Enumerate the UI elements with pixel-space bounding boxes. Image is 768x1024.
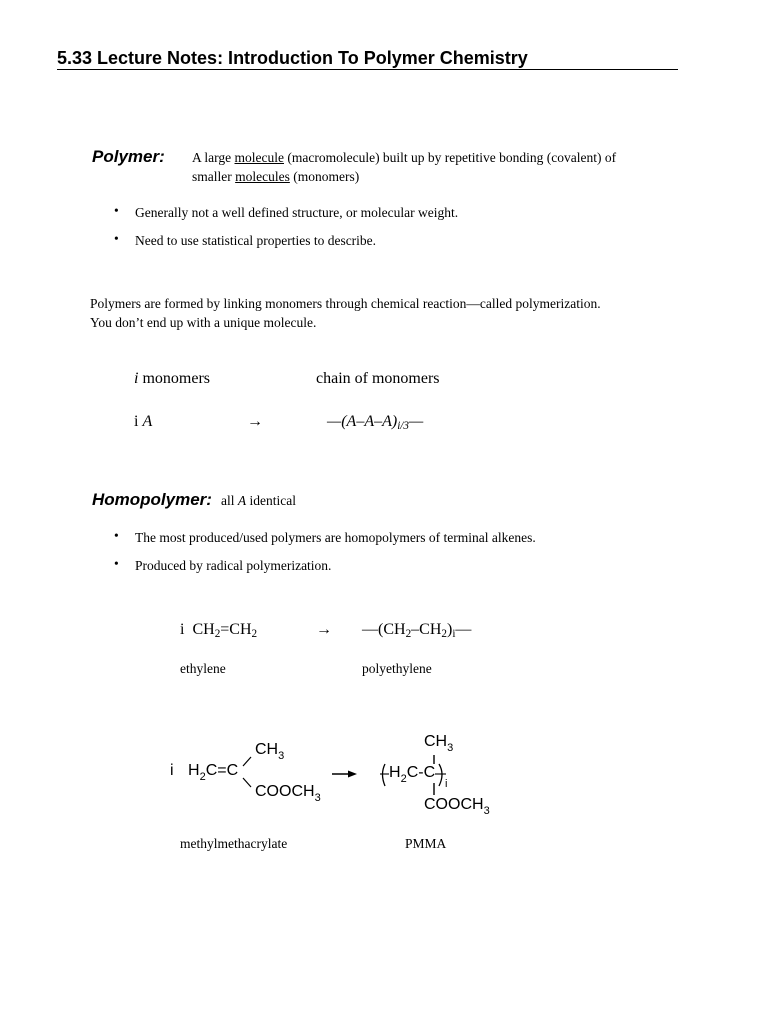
subscript: 2 xyxy=(400,773,407,785)
polymer-label: Polymer: xyxy=(92,147,165,166)
text: =CH xyxy=(220,621,252,638)
pmma-name: PMMA xyxy=(405,836,447,851)
repeat-index: i xyxy=(445,778,448,790)
subscript: 3 xyxy=(278,750,285,762)
pmma-ester xyxy=(424,796,490,817)
reaction-arrow-icon: → xyxy=(316,621,332,638)
bracket-right xyxy=(439,764,442,786)
text: monomers xyxy=(138,370,210,387)
text: COOCH xyxy=(255,783,315,800)
bond-line xyxy=(243,757,251,766)
bullet-icon: • xyxy=(114,556,119,571)
subscript: 2 xyxy=(405,628,412,640)
subscript: 2 xyxy=(199,771,206,783)
subscript: 3 xyxy=(447,742,454,754)
subscript: i/3 xyxy=(397,420,410,432)
bullet-icon: • xyxy=(114,528,119,543)
mma-name: methylmethacrylate xyxy=(180,836,288,851)
text: (macromolecule) built up by repetitive bonding (covalent) of xyxy=(283,150,617,165)
subscript: 2 xyxy=(441,628,447,640)
pmma-methyl xyxy=(424,733,454,754)
text: –CH xyxy=(411,621,442,638)
subscript: 2 xyxy=(251,628,258,640)
subscript: 3 xyxy=(314,792,321,804)
text: A large xyxy=(192,150,235,165)
text: ) xyxy=(446,621,453,638)
text: — xyxy=(409,413,424,430)
subscript: 2 xyxy=(214,628,221,640)
list-item: The most produced/used polymers are homopolymers of terminal alkenes. xyxy=(135,530,536,545)
text: C-C xyxy=(406,764,436,781)
i-symbol: i xyxy=(134,370,139,387)
text: H xyxy=(389,764,401,781)
text: i xyxy=(134,413,143,430)
text: COOCH xyxy=(424,796,484,813)
bullet-icon: • xyxy=(114,203,119,218)
homopolymer-label: Homopolymer: xyxy=(92,490,212,509)
pmma-backbone xyxy=(389,764,436,785)
subscript: i xyxy=(452,628,456,640)
ethylene-name: ethylene xyxy=(180,661,226,676)
text: — xyxy=(455,621,472,638)
text: all xyxy=(221,493,238,508)
paragraph-line: Polymers are formed by linking monomers through chemical reaction—called polymerization. xyxy=(90,296,601,311)
text: smaller xyxy=(192,169,236,184)
molecules-term: molecules xyxy=(235,169,290,184)
paragraph-line: You don’t end up with a unique molecule. xyxy=(90,315,317,330)
list-item: Generally not a well defined structure, or molecular weight. xyxy=(135,205,459,220)
text: CH xyxy=(424,733,448,750)
arrow-head-icon xyxy=(348,771,357,778)
a-symbol: A xyxy=(237,493,247,508)
text: CH xyxy=(192,621,215,638)
molecule-term: molecule xyxy=(234,150,284,165)
polyethylene-name: polyethylene xyxy=(362,661,432,676)
list-item: Produced by radical polymerization. xyxy=(135,558,332,573)
a-symbol: A xyxy=(142,413,153,430)
text: (monomers) xyxy=(289,169,360,184)
page-title: 5.33 Lecture Notes: Introduction To Polymer Chemistry xyxy=(57,47,678,70)
text: CH xyxy=(255,741,279,758)
text: H xyxy=(188,762,200,779)
reaction-arrow-icon: → xyxy=(247,413,263,430)
bond-line xyxy=(243,778,251,787)
bullet-icon: • xyxy=(114,231,119,246)
list-item: Need to use statistical properties to describe. xyxy=(135,233,377,248)
i-symbol: i xyxy=(180,621,185,638)
text: identical xyxy=(246,493,296,508)
text: —(CH xyxy=(362,621,406,638)
subscript: 3 xyxy=(483,805,490,817)
bracket-left xyxy=(383,764,386,786)
i-symbol: i xyxy=(170,762,174,779)
text: —(A–A–A) xyxy=(327,413,398,430)
text: C=C xyxy=(205,762,239,779)
chain-header: chain of monomers xyxy=(316,370,440,387)
